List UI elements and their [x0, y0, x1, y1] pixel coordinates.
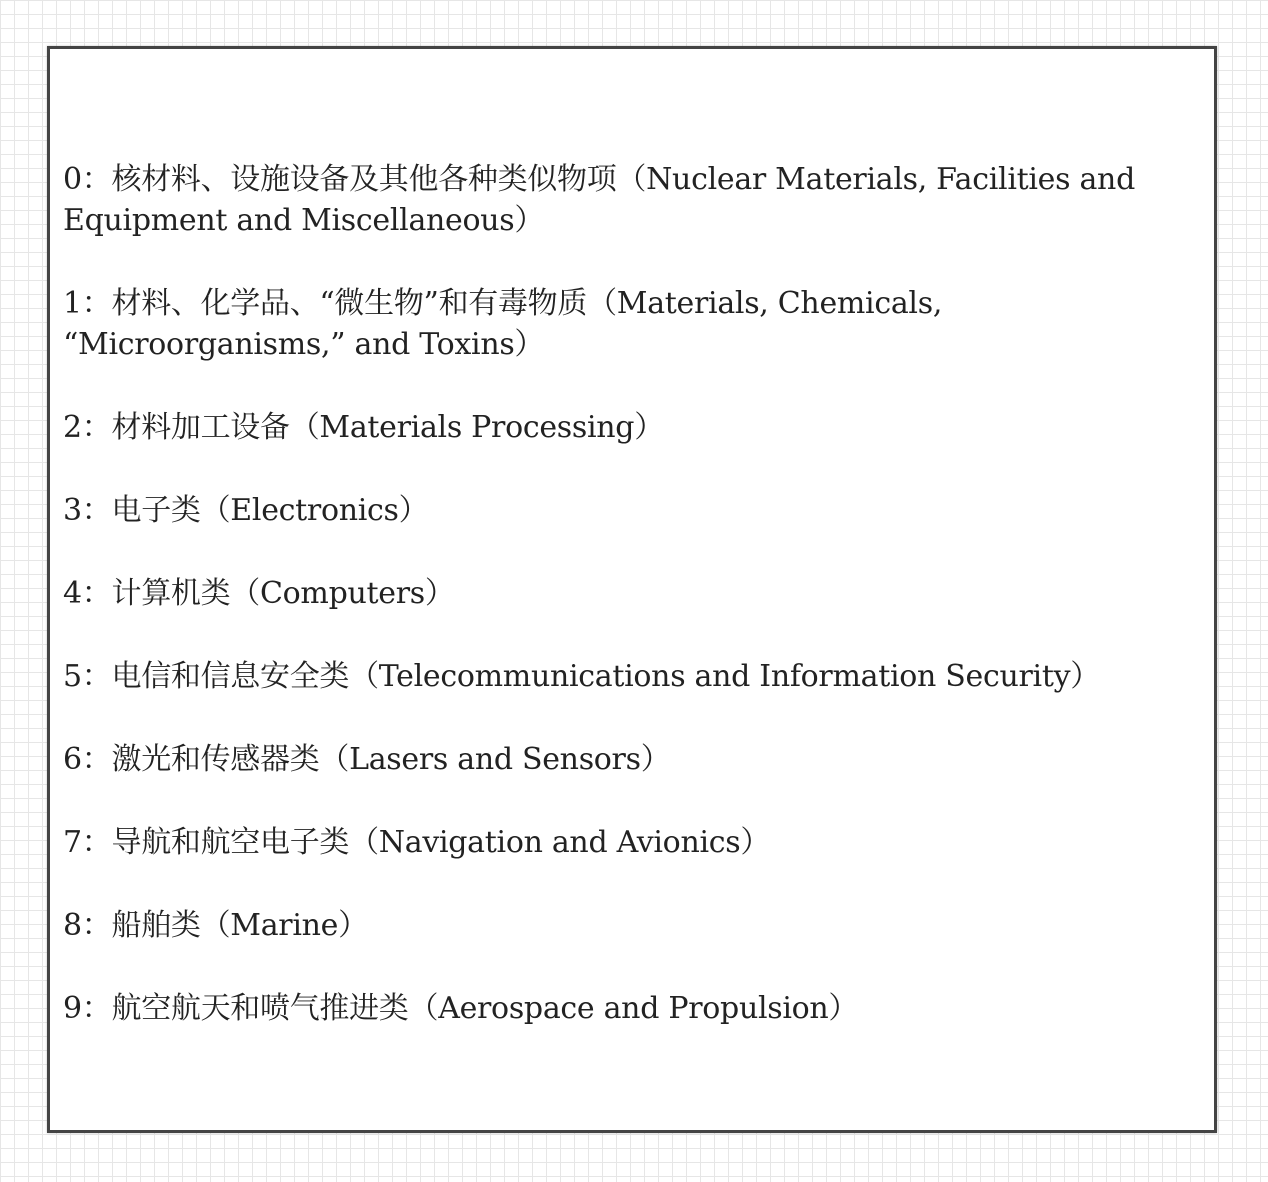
category-code: 0 [63, 162, 82, 197]
category-code: 2 [63, 410, 82, 445]
category-separator: ： [81, 908, 112, 943]
category-item-7 [63, 822, 1163, 863]
category-separator: ： [81, 742, 112, 777]
category-text: 船舶类（Marine） [111, 908, 368, 943]
category-text: 计算机类（Computers） [111, 576, 455, 611]
category-text: 材料、化学品、“微生物”和有毒物质（Materials, Chemicals, “Microorganisms,” and Toxins） [63, 286, 943, 362]
category-separator: ： [81, 991, 112, 1026]
category-item-1 [63, 283, 1163, 365]
category-text: 激光和传感器类（Lasers and Sensors） [111, 742, 671, 777]
category-item-2 [63, 407, 1163, 448]
category-item-6 [63, 739, 1163, 780]
diagram-box [47, 46, 1217, 1133]
category-code: 4 [63, 576, 82, 611]
category-text: 电子类（Electronics） [111, 493, 429, 528]
category-code: 1 [63, 286, 82, 321]
category-separator: ： [81, 410, 112, 445]
category-separator: ： [81, 576, 112, 611]
category-text: 电信和信息安全类（Telecommunications and Information Security） [111, 659, 1100, 694]
category-list [63, 159, 1163, 1071]
category-item-4 [63, 573, 1163, 614]
category-text: 导航和航空电子类（Navigation and Avionics） [111, 825, 771, 860]
category-separator: ： [81, 659, 112, 694]
category-text: 航空航天和喷气推进类（Aerospace and Propulsion） [111, 991, 859, 1026]
category-code: 9 [63, 991, 82, 1026]
category-code: 7 [63, 825, 82, 860]
category-code: 8 [63, 908, 82, 943]
category-item-0 [63, 159, 1163, 241]
category-text: 材料加工设备（Materials Processing） [111, 410, 664, 445]
category-separator: ： [81, 162, 112, 197]
category-separator: ： [81, 286, 112, 321]
category-item-8 [63, 905, 1163, 946]
category-separator: ： [81, 825, 112, 860]
category-code: 3 [63, 493, 82, 528]
category-code: 6 [63, 742, 82, 777]
category-item-5 [63, 656, 1163, 697]
category-separator: ： [81, 493, 112, 528]
category-item-9 [63, 988, 1163, 1029]
category-code: 5 [63, 659, 82, 694]
category-item-3 [63, 490, 1163, 531]
category-text: 核材料、设施设备及其他各种类似物项（Nuclear Materials, Facilities and Equipment and Miscellaneous） [63, 162, 1135, 238]
